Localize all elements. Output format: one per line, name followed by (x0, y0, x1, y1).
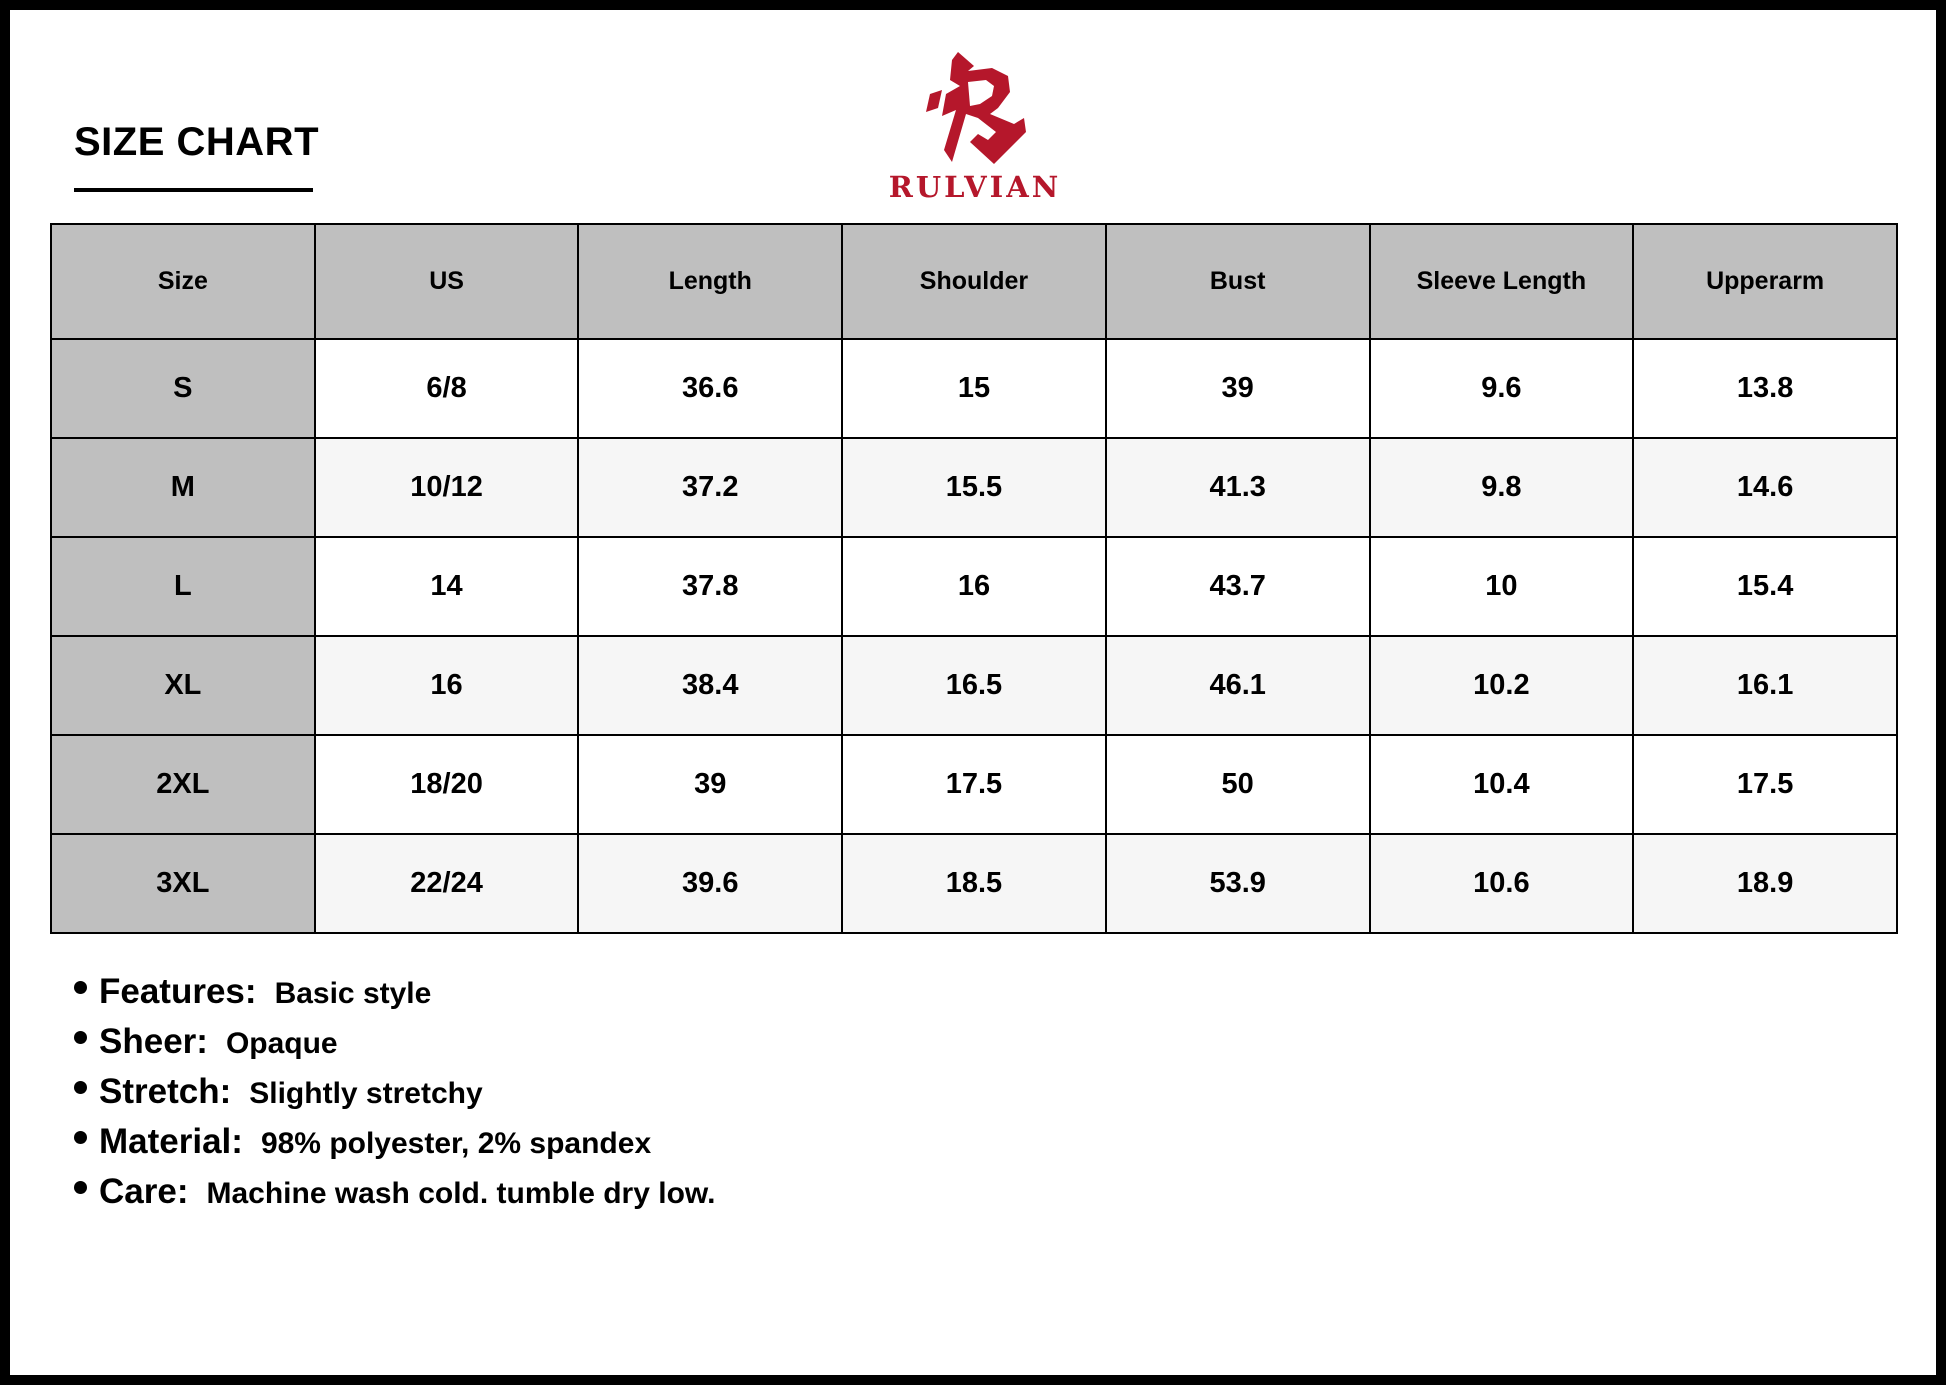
title-underline (74, 188, 313, 192)
sleeve-length-cell: 10.2 (1370, 636, 1634, 735)
bust-cell: 53.9 (1106, 834, 1370, 933)
size-cell: M (51, 438, 315, 537)
feature-key: Material: (99, 1122, 243, 1161)
size-cell: S (51, 339, 315, 438)
bullet-icon (74, 1131, 87, 1144)
length-cell: 39 (578, 735, 842, 834)
length-cell: 38.4 (578, 636, 842, 735)
bust-cell: 46.1 (1106, 636, 1370, 735)
length-cell: 36.6 (578, 339, 842, 438)
feature-key: Features: (99, 972, 257, 1011)
size-cell: 2XL (51, 735, 315, 834)
list-item (74, 1172, 715, 1222)
feature-value: Machine wash cold. tumble dry low. (206, 1177, 716, 1210)
feature-key: Care: (99, 1172, 189, 1211)
header-us: US (315, 224, 579, 339)
shoulder-cell: 16 (842, 537, 1106, 636)
list-item (74, 972, 715, 1022)
header-bust: Bust (1106, 224, 1370, 339)
header-length: Length (578, 224, 842, 339)
us-cell: 10/12 (315, 438, 579, 537)
size-cell: 3XL (51, 834, 315, 933)
us-cell: 6/8 (315, 339, 579, 438)
sleeve-length-cell: 10.6 (1370, 834, 1634, 933)
length-cell: 37.8 (578, 537, 842, 636)
feature-key: Sheer: (99, 1022, 208, 1061)
page-title: SIZE CHART (74, 120, 319, 164)
feature-value: Basic style (274, 977, 432, 1010)
table-row (51, 834, 1897, 933)
bust-cell: 50 (1106, 735, 1370, 834)
header-size: Size (51, 224, 315, 339)
sleeve-length-cell: 9.6 (1370, 339, 1634, 438)
header-sleeve-length: Sleeve Length (1370, 224, 1634, 339)
bullet-icon (74, 981, 87, 994)
us-cell: 18/20 (315, 735, 579, 834)
sleeve-length-cell: 10 (1370, 537, 1634, 636)
feature-key: Stretch: (99, 1072, 232, 1111)
list-item (74, 1022, 715, 1072)
shoulder-cell: 15.5 (842, 438, 1106, 537)
sleeve-length-cell: 10.4 (1370, 735, 1634, 834)
upperarm-cell: 15.4 (1633, 537, 1897, 636)
table-header-row (51, 224, 1897, 339)
brand-name: RULVIAN (888, 170, 1062, 204)
length-cell: 39.6 (578, 834, 842, 933)
bust-cell: 39 (1106, 339, 1370, 438)
table-row (51, 636, 1897, 735)
brand-logo (875, 52, 1075, 202)
bullet-icon (74, 1031, 87, 1044)
size-cell: L (51, 537, 315, 636)
rulvian-r-logo-icon (922, 52, 1027, 164)
bullet-icon (74, 1181, 87, 1194)
bullet-icon (74, 1081, 87, 1094)
bust-cell: 43.7 (1106, 537, 1370, 636)
upperarm-cell: 13.8 (1633, 339, 1897, 438)
size-cell: XL (51, 636, 315, 735)
us-cell: 16 (315, 636, 579, 735)
feature-value: Opaque (225, 1027, 338, 1060)
table-row (51, 438, 1897, 537)
size-table (50, 223, 1898, 934)
table-row (51, 537, 1897, 636)
upperarm-cell: 18.9 (1633, 834, 1897, 933)
feature-value: 98% polyester, 2% spandex (260, 1127, 652, 1160)
shoulder-cell: 15 (842, 339, 1106, 438)
table-row (51, 735, 1897, 834)
list-item (74, 1122, 715, 1172)
bust-cell: 41.3 (1106, 438, 1370, 537)
upperarm-cell: 14.6 (1633, 438, 1897, 537)
sleeve-length-cell: 9.8 (1370, 438, 1634, 537)
us-cell: 14 (315, 537, 579, 636)
list-item (74, 1072, 715, 1122)
shoulder-cell: 16.5 (842, 636, 1106, 735)
upperarm-cell: 17.5 (1633, 735, 1897, 834)
table-row (51, 339, 1897, 438)
upperarm-cell: 16.1 (1633, 636, 1897, 735)
us-cell: 22/24 (315, 834, 579, 933)
length-cell: 37.2 (578, 438, 842, 537)
feature-value: Slightly stretchy (249, 1077, 483, 1110)
header-upperarm: Upperarm (1633, 224, 1897, 339)
shoulder-cell: 17.5 (842, 735, 1106, 834)
header-shoulder: Shoulder (842, 224, 1106, 339)
feature-list (74, 972, 715, 1222)
shoulder-cell: 18.5 (842, 834, 1106, 933)
